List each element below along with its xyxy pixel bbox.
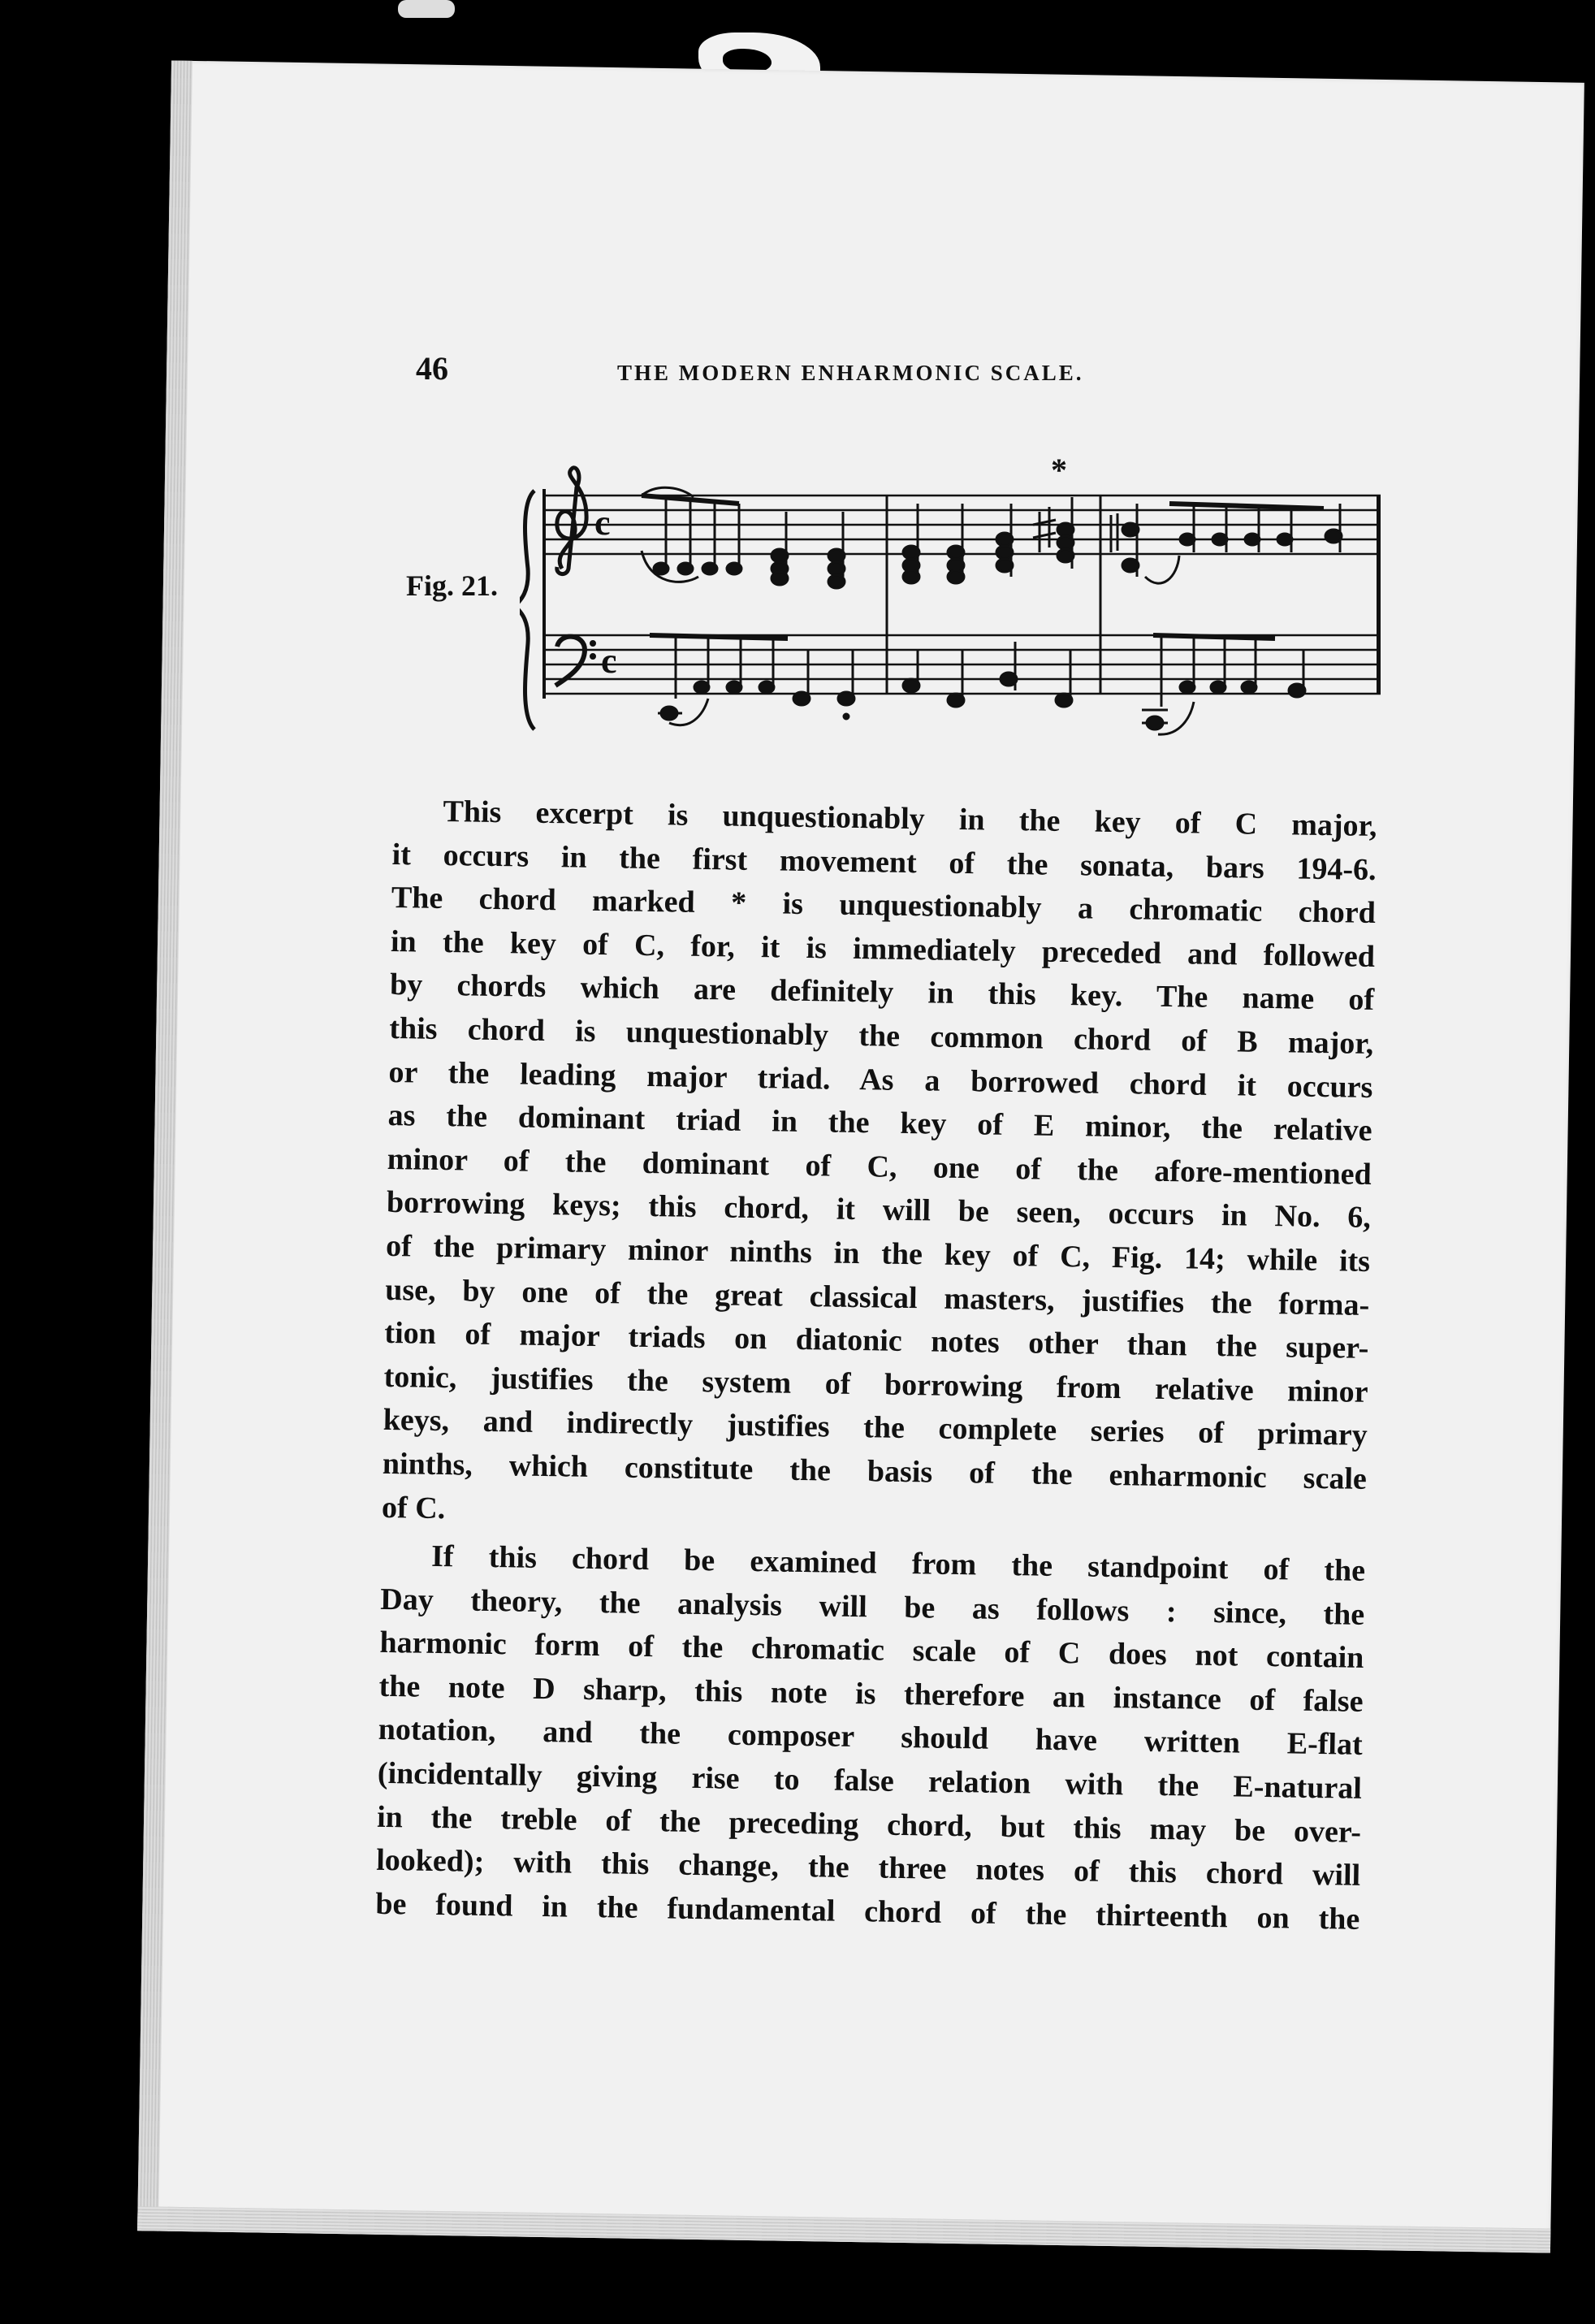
- text-line: minor of the dominant of C, one of the afore-mentioned: [387, 1141, 1372, 1192]
- text-line: looked); with this change, the three notes of this chord will: [375, 1843, 1361, 1893]
- text-line: ninths, which constitute the basis of the enharmonic scale: [382, 1446, 1368, 1496]
- text-line: as the dominant triad in the key of E minor, the relative: [387, 1098, 1372, 1149]
- text-line: or the leading major triad. As a borrowed chord it occurs: [388, 1054, 1373, 1105]
- text-line: (incidentally giving rise to false relation with the E-natural: [377, 1755, 1363, 1806]
- measure-1-treble: [642, 487, 845, 588]
- text-line: this chord is unquestionably the common chord of B major,: [389, 1011, 1374, 1061]
- text-line: tion of major triads on diatonic notes other than the super-: [384, 1316, 1369, 1366]
- paragraph-1: [382, 790, 1377, 1545]
- text-line: keys, and indirectly justifies the complete series of primary: [383, 1403, 1368, 1453]
- text-line: borrowing keys; this chord, it will be seen, occurs in No. 6,: [386, 1185, 1372, 1236]
- time-signature-treble: c: [594, 503, 611, 543]
- text-line: it occurs in the first movement of the sonata, bars 194-6.: [391, 837, 1377, 887]
- grand-staff-brace: [520, 491, 534, 729]
- page-number: 46: [416, 350, 448, 387]
- text-line: The chord marked * is unquestionably a chromatic chord: [391, 881, 1377, 931]
- text-line: If this chord be examined from the standpoint of the: [430, 1539, 1366, 1589]
- text-line: This excerpt is unquestionably in the key of C major,: [443, 794, 1377, 844]
- text-line: of C.: [381, 1490, 446, 1526]
- running-head: THE MODERN ENHARMONIC SCALE.: [617, 361, 1084, 385]
- text-line: notation, and the composer should have written E-flat: [378, 1712, 1363, 1763]
- treble-clef: [557, 468, 586, 574]
- measure-3-treble: [1111, 504, 1342, 583]
- text-line: in the key of C, for, it is immediately preceded and followed: [390, 924, 1376, 974]
- text-line: tonic, justifies the system of borrowing from relative minor: [383, 1359, 1368, 1409]
- text-line: use, by one of the great classical masters, justifies the forma-: [385, 1272, 1370, 1322]
- time-signature-bass: c: [601, 641, 617, 681]
- ink-blot-top-left: [398, 0, 455, 18]
- measure-2-bass: [903, 642, 1072, 707]
- figure-label: Fig. 21.: [406, 569, 498, 602]
- measure-1-bass: [650, 635, 854, 725]
- chord-marker: *: [1051, 455, 1067, 488]
- text-line: in the treble of the preceding chord, but this may be over-: [376, 1799, 1362, 1850]
- paragraph-2: [375, 1534, 1365, 1941]
- text-line: by chords which are definitely in this key. The name of: [389, 967, 1375, 1018]
- page-edge-bottom: [137, 2206, 1550, 2253]
- music-score-figure: [520, 455, 1381, 755]
- text-line: of the primary minor ninths in the key of C, Fig. 14; while its: [385, 1228, 1371, 1279]
- text-line: the note D sharp, this note is therefore an instance of false: [378, 1668, 1364, 1719]
- text-line: be found in the fundamental chord of the thirteenth on the: [375, 1886, 1360, 1937]
- page-edge-left: [137, 60, 192, 2231]
- text-line: Day theory, the analysis will be as follows : since, the: [380, 1582, 1365, 1632]
- text-line: harmonic form of the chromatic scale of C does not contain: [379, 1625, 1364, 1676]
- body-text: [375, 790, 1377, 1941]
